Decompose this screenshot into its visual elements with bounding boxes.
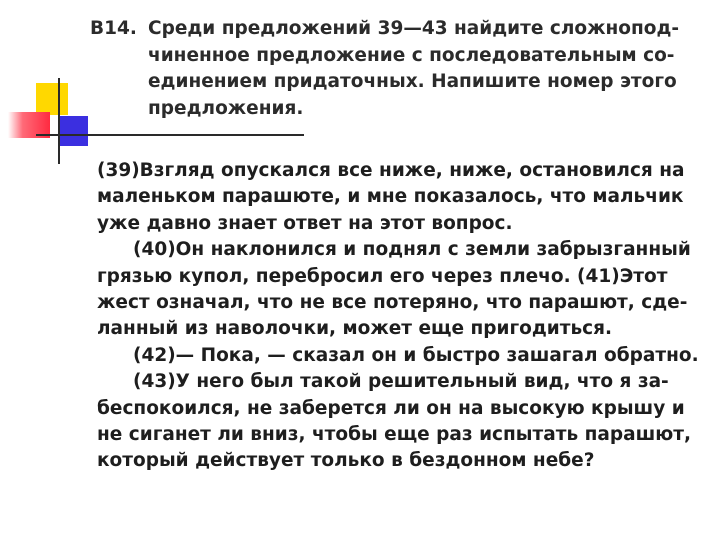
passage-line: уже давно знает ответ на этот вопрос.	[97, 212, 513, 234]
ornament-horizontal-line	[36, 134, 304, 136]
task-line: чиненное предложение с последовательным со-	[148, 44, 675, 66]
passage-line: (40)Он наклонился и поднял с земли забрызганный	[133, 239, 691, 261]
task-line: предложения.	[148, 97, 304, 119]
passage-line: ланный из наволочки, может еще пригодиться.	[97, 318, 613, 340]
passage-line: (43)У него был такой решительный вид, что я за-	[133, 371, 669, 393]
task-line	[90, 16, 690, 43]
task-block	[90, 16, 690, 122]
passage-line: грязью купол, перебросил его через плечо. (41)Этот	[97, 265, 668, 287]
passage-line: жест означал, что не все потеряно, что парашют, сде-	[97, 292, 688, 314]
task-label: В14.	[90, 18, 137, 39]
task-line: единением придаточных. Напишите номер этого	[148, 71, 677, 92]
passage-text	[97, 158, 697, 475]
ornament-yellow-square	[36, 83, 68, 115]
passage-line: (42)— Пока, — сказал он и быстро зашагал обратно.	[133, 344, 699, 366]
ornament-blue-square	[58, 116, 88, 146]
passage-line: не сиганет ли вниз, чтобы еще раз испытать парашют,	[97, 424, 691, 446]
passage-line: (39)Взгляд опускался все ниже, ниже, остановился на	[97, 160, 685, 181]
task-text: Среди предложений 39—43 найдите сложнопод-	[148, 18, 680, 39]
passage-line: беспокоился, не заберется ли он на высокую крышу и	[97, 397, 685, 419]
passage-line: маленьком парашюте, и мне показалось, что мальчик	[97, 186, 684, 208]
passage-line: который действует только в бездонном небе?	[97, 450, 595, 472]
ornament-vertical-line	[58, 78, 60, 164]
